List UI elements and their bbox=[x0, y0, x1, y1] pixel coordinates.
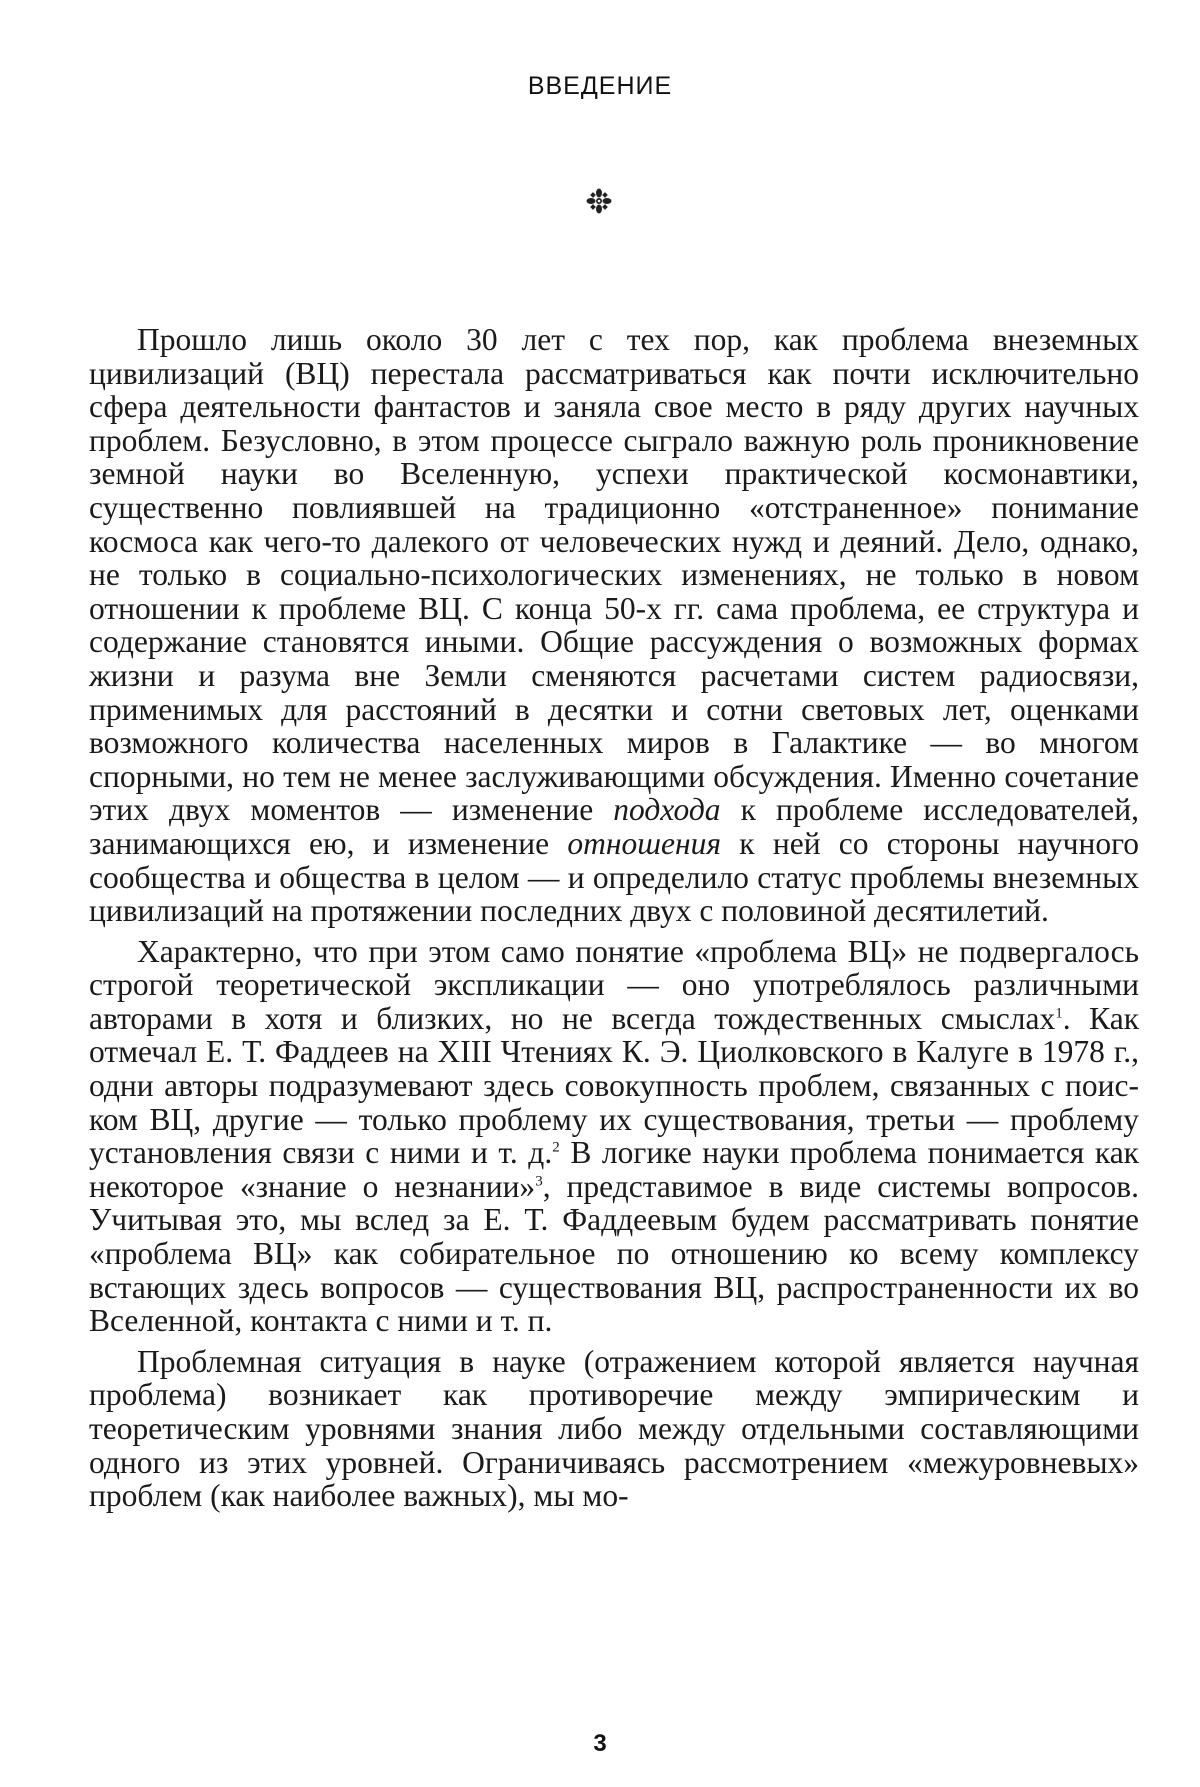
emphasis-text: отношения bbox=[567, 825, 722, 861]
text-run: Характерно, что при этом само понятие «проблема ВЦ» не подвергалось строгой теоретической экспликации — оно употреблялось различными авторами в хотя и близких, но не всегда тождественных смыслах bbox=[89, 933, 1139, 1036]
chapter-heading: ВВЕДЕНИЕ bbox=[527, 72, 673, 100]
text-run: , представимое в виде системы вопросов. Учитывая это, мы вслед за Е. Т. Фаддеевым будем рассматривать понятие «проблема ВЦ» как собирательное по отношению ко всему комплексу встающих здесь вопросов — существования ВЦ, распространенности их во Вселенной, контакта с ними и т. п. bbox=[89, 1168, 1140, 1339]
footnote-marker: 1 bbox=[1055, 1005, 1063, 1022]
ornament-flower-icon bbox=[586, 188, 612, 214]
emphasis-text: подхода bbox=[613, 792, 721, 828]
text-run: В логике науки проблема понимается как некоторое «знание о незнании» bbox=[89, 1135, 1139, 1204]
text-run: Проблемная ситуация в науке (отражением которой является научная проблема) возникает как противоречие между эмпирическим и теоретическим уровнями знания либо между отдельными составляющими одного из этих уровней. Ограничиваясь рассмотрением «межуровневых» проблем (как наиболее важных), мы мо- bbox=[89, 1343, 1139, 1514]
text-run: к проблеме исследователей, занимающихся ею, и изменение bbox=[89, 792, 1139, 861]
paragraph-3 bbox=[89, 1345, 1139, 1513]
text-run: к ней со стороны научного сообщества и общества в целом — и определило статус проблемы внеземных цивилизаций на протяжении последних двух с половиной десятилетий. bbox=[89, 825, 1139, 929]
footnote-marker: 3 bbox=[535, 1173, 543, 1190]
text-run: . Как отмечал Е. Т. Фаддеев на XIII Чтениях К. Э. Циолковского в Калуге в 1978 г., одни авторы подразумевают здесь совокупность проблем, связанных с поиском ВЦ, другие — только проблему их существования, третьи — проблему установления связи с ними и т. д. bbox=[89, 1000, 1140, 1171]
footnote-marker: 2 bbox=[552, 1139, 560, 1156]
page-number: 3 bbox=[593, 1730, 607, 1757]
paragraph-1 bbox=[89, 323, 1139, 928]
paragraph-2 bbox=[89, 935, 1139, 1338]
body-text bbox=[89, 323, 1139, 1520]
text-run: Прошло лишь около 30 лет с тех пор, как проблема внеземных цивилизаций (ВЦ) перестала рассматриваться как почти исключительно сфера деятельности фантастов и заняла свое место в ряду других научных проблем. Безусловно, в этом процессе сыграло важную роль проникновение земной науки во Вселенную, успехи практической космонавтики, существенно повлиявшей на традиционно «отстраненное» понимание космоса как чего-то далекого от человеческих нужд и деяний. Дело, однако, не только в социально-психологических изменениях, не только в новом отношении к проблеме ВЦ. С конца 50-х гг. сама проблема, ее структура и содержание становятся иными. Общие рассуждения о возможных формах жизни и разума вне Земли сменяются расчетами систем радиосвязи, применимых для расстояний в десятки и сотни световых лет, оценками возможного количества населенных миров в Галактике — во многом спорными, но тем не менее заслуживающими обсуждения. Именно сочетание этих двух моментов — изменение bbox=[89, 322, 1139, 828]
